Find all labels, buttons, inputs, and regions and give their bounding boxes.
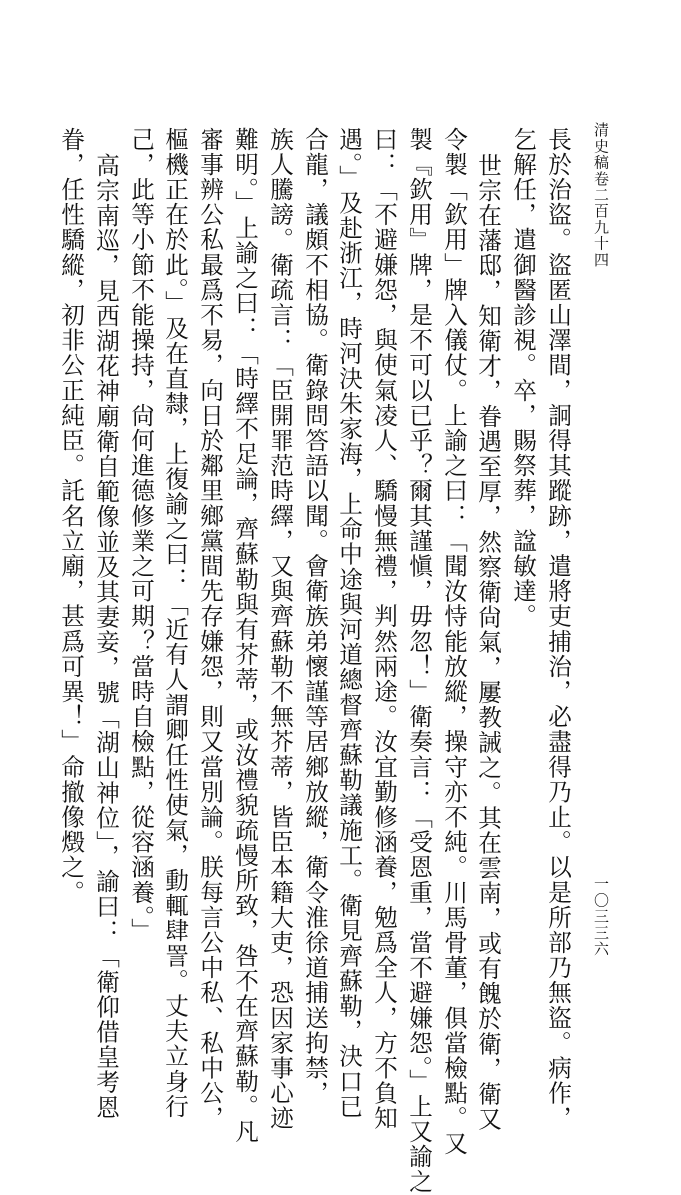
- text-column-9: 族人騰謗。衛疏言：「臣開罪范時繹，又與齊蘇勒不無芥蒂，皆臣本籍大吏，恐因家事心迹: [266, 127, 294, 1131]
- text-column-12: 樞機正在於此。」及在直隸，上復諭之曰：「近有人謂卿任性使氣，動輒肆詈。丈夫立身行: [161, 127, 189, 1120]
- book-title: 清史稿卷二百九十四: [592, 122, 610, 268]
- text-column-1: 長於治盜。盜匿山澤間，詗得其蹤跡，遣將吏捕治，必盡得乃止。以是所部乃無盜。病作，: [544, 127, 572, 1131]
- text-column-4: 令製「欽用」牌入儀仗。上諭之曰：「聞汝恃能放縱，操守亦不純。川馬骨董，俱當檢點。又: [440, 127, 468, 1157]
- text-column-2: 乞解任，遣御醫診視。卒，賜祭葬，諡敏達。: [509, 127, 537, 629]
- text-column-7: 遇。」及赴浙江，時河決朱家海，上命中途與河道總督齊蘇勒議施工。衛見齊蘇勒，決口已: [335, 127, 363, 1120]
- text-column-8: 合龍，議頗不相協。衛錄問答語以聞。會衛族弟懷謹等居鄉放縱，衛令淮徐道捕送拘禁，: [301, 127, 329, 1106]
- page-number: 一〇三三六: [592, 876, 610, 957]
- text-column-3: 世宗在藩邸，知衛才，眷遇至厚，然察衛尙氣，屢教誡之。其在雲南，或有餽於衛，衛又: [474, 153, 502, 1132]
- text-column-14: 高宗南巡，見西湖花神廟衛自範像並及其妻妾，號「湖山神位」，諭曰：「衛仰借皇考恩: [92, 153, 120, 1121]
- text-column-13: 己，此等小節不能操持，尙何進德修業之可期？當時自檢點，從容涵養。」: [127, 127, 155, 944]
- text-column-6: 曰：「不避嫌怨，與使氣凌人、驕慢無禮，判然兩途。汝宜勤修涵養，勉爲全人，方不負知: [370, 127, 398, 1131]
- text-column-5: 製『欽用』牌，是不可以已乎？爾其謹愼，毋忽！」衛奏言：「受恩重，當不避嫌怨。」上又諭之: [405, 127, 433, 1195]
- text-column-10: 難明。」上諭之曰：「時繹不足論，齊蘇勒與有芥蒂，或汝禮貌疏慢所致，咎不在齊蘇勒。凡: [231, 127, 259, 1145]
- text-column-11: 審事辨公私最爲不易，向日於鄰里鄉黨間先存嫌怨，則又當別論。朕每言公中私、私中公，: [196, 127, 224, 1131]
- text-column-15: 眷，任性驕縱，初非公正純臣。託名立廟，甚爲可異！」命撤像燬之。: [57, 127, 85, 906]
